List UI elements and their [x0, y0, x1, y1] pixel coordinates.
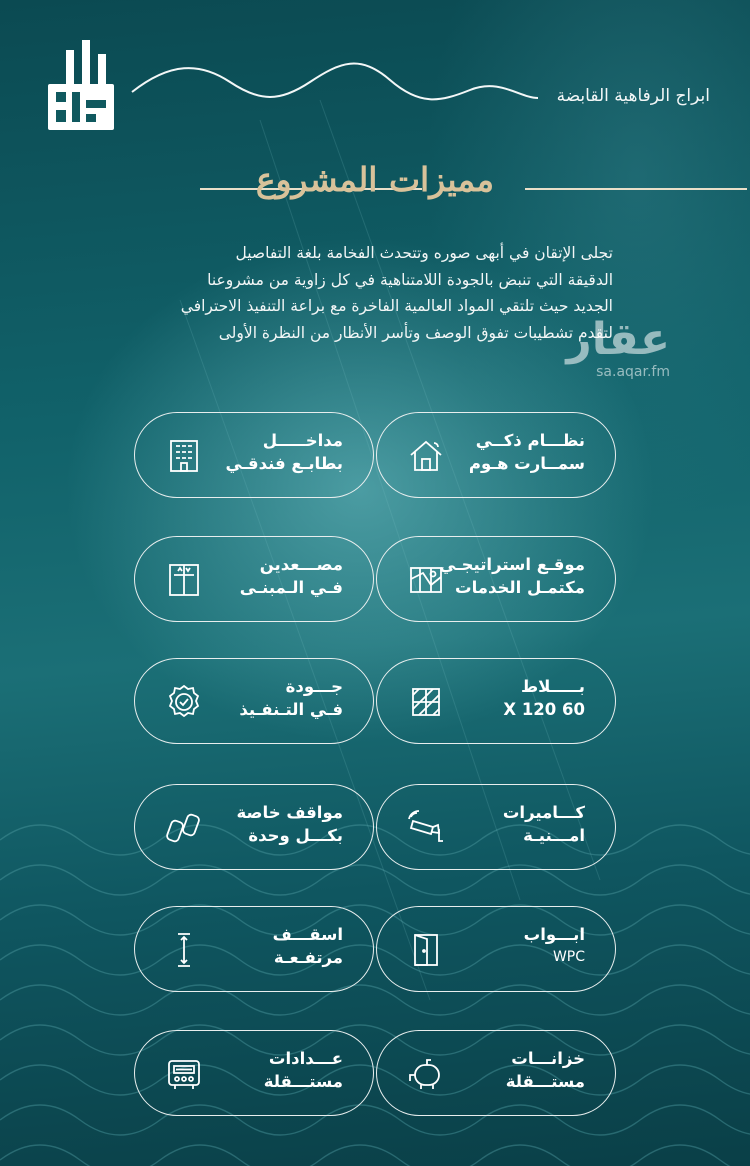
feature-card-tanks	[376, 1030, 616, 1116]
feature-label	[225, 429, 343, 475]
feature-label	[239, 675, 343, 721]
feature-line-2: سمــارت هـوم	[468, 454, 585, 473]
intro-line: لتقدم تشطيبات تفوق الوصف وتأسر الأنظار من النظرة الأولى	[218, 323, 613, 342]
section-title: مميزات المشروع	[255, 160, 495, 199]
feature-line-1: كـــاميرات	[502, 803, 585, 822]
feature-card-doors	[376, 906, 616, 992]
feature-card-elevators	[134, 536, 374, 622]
feature-label	[503, 801, 585, 847]
feature-label	[273, 923, 343, 969]
feature-label	[240, 553, 343, 599]
intro-line: الدقيقة التي تنبض بالجودة اللامتناهية في كل زاوية من مشروعنا	[207, 270, 613, 289]
watermark-word: عقار	[566, 314, 670, 365]
feature-card-parking	[134, 784, 374, 870]
feature-line-2: مستـــقلة	[505, 1072, 585, 1091]
header	[0, 0, 750, 150]
building-icon	[165, 437, 203, 475]
feature-line-2: بكـــل وحدة	[248, 826, 343, 845]
feature-line-1: موقـع استراتيجـي	[439, 555, 585, 574]
feature-label	[524, 923, 585, 969]
security-camera-icon	[407, 809, 445, 847]
feature-label	[503, 675, 585, 721]
water-tank-icon	[407, 1055, 445, 1093]
feature-line-2: مرتفـعـة	[273, 948, 343, 967]
brand-name: ابراج الرفاهية القابضة	[556, 86, 710, 106]
feature-card-quality	[134, 658, 374, 744]
feature-card-cameras	[376, 784, 616, 870]
feature-line-1: خزانـــات	[511, 1049, 585, 1068]
quality-badge-icon	[165, 683, 203, 721]
feature-line-2: 60 X 120	[503, 700, 585, 719]
feature-line-2: امـــنيـة	[523, 826, 585, 845]
feature-label	[506, 1047, 585, 1093]
feature-card-smart-home	[376, 412, 616, 498]
feature-line-1: مواقف خاصة	[236, 803, 343, 822]
feature-line-2: WPC	[552, 949, 585, 965]
feature-line-2: بطابـع فندقـي	[225, 454, 343, 473]
feature-line-1: عـــدادات	[268, 1049, 343, 1068]
feature-line-1: جـــودة	[285, 677, 343, 696]
brand-logo-icon	[46, 40, 116, 132]
feature-label	[469, 429, 585, 475]
intro-paragraph	[130, 240, 613, 346]
section-title-row	[0, 160, 750, 210]
brand-wave-line	[130, 52, 540, 112]
feature-line-1: اسقـــف	[272, 925, 343, 944]
feature-line-1: نظـــام ذكــي	[475, 431, 585, 450]
feature-card-meters	[134, 1030, 374, 1116]
meter-icon	[165, 1055, 203, 1093]
feature-line-1: بـــــلاط	[520, 677, 585, 696]
feature-card-ceilings	[134, 906, 374, 992]
feature-line-1: ابـــواب	[523, 925, 585, 944]
feature-line-2: مكتمـل الخدمات	[455, 578, 585, 597]
feature-line-1: مصـــعدين	[259, 555, 343, 574]
aqar-watermark	[550, 314, 670, 388]
title-divider-right	[525, 188, 747, 190]
ceiling-height-icon	[165, 931, 203, 969]
parking-cars-icon	[165, 809, 203, 847]
feature-line-2: مستـــقلة	[263, 1072, 343, 1091]
feature-label	[237, 801, 343, 847]
feature-card-location	[376, 536, 616, 622]
feature-label	[264, 1047, 343, 1093]
watermark-url: sa.aqar.fm	[596, 364, 670, 380]
smart-home-icon	[407, 437, 445, 475]
feature-line-2: فـي التـنفـيذ	[239, 700, 343, 719]
door-icon	[407, 931, 445, 969]
feature-label	[439, 553, 585, 599]
feature-card-entrances	[134, 412, 374, 498]
elevator-icon	[165, 561, 203, 599]
feature-line-2: فـي الـمبنـى	[239, 578, 343, 597]
feature-line-1: مداخـــــل	[262, 431, 343, 450]
intro-line: الجديد حيث تلتقي المواد العالمية الفاخرة مع براعة التنفيذ الاحترافي	[180, 297, 613, 315]
feature-card-tiles	[376, 658, 616, 744]
intro-line: تجلى الإتقان في أبهى صوره وتتحدث الفخامة بلغة التفاصيل	[235, 244, 613, 262]
tiles-icon	[407, 683, 445, 721]
